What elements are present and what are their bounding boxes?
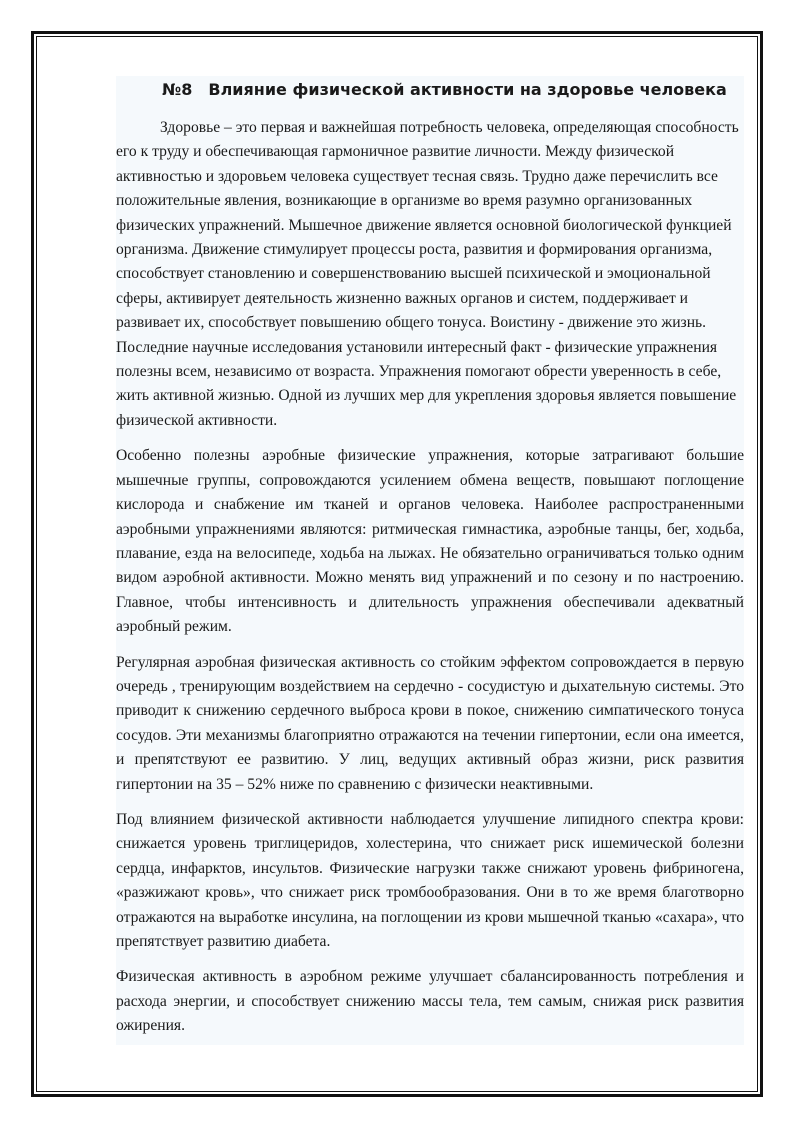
title-number: №8: [162, 80, 193, 99]
document-body: [116, 76, 744, 1045]
paragraph-4: Под влиянием физической активности наблюдается улучшение липидного спектра крови: снижается уровень триглицеридов, холестерина, что снижает риск ишемической болезни сердца, инфарктов, инсультов. Физические нагрузки также снижают уровень фибриногена, «разжижают кровь», что снижает риск тромбообразования. Они в то же время благотворно отражаются на выработке инсулина, на поглощении из крови мышечной тканью «сахара», что препятствует развитию диабета.: [116, 810, 744, 950]
title-text: Влияние физической активности на здоровье человека: [208, 80, 727, 99]
paragraph-1: Здоровье – это первая и важнейшая потребность человека, определяющая способность его к труду и обеспечивающая гармоничное развитие личности. Между физической активностью и здоровьем человека существует тесная связь. Трудно даже перечислить все положительные явления, возникающие в организме во время разумно организованных физических упражнений. Мышечное движение является основной биологической функцией организма. Движение стимулирует процессы роста, развития и формирования организма, способствует становлению и совершенствованию высшей психической и эмоциональной сферы, активирует деятельность жизненно важных органов и систем, поддерживает и развивает их, способствует повышению общего тонуса. Воистину - движение это жизнь. Последние научные исследования установили интересный факт - физические упражнения полезны всем, независимо от возраста. Упражнения помогают обрести уверенность в себе, жить активной жизнью. Одной из лучших мер для укрепления здоровья является повышение физической активности.: [116, 119, 739, 429]
document-title: [116, 80, 744, 100]
paragraph-2: Особенно полезны аэробные физические упражнения, которые затрагивают большие мышечные группы, сопровождаются усилением обмена веществ, повышают поглощение кислорода и снабжение им тканей и органов человека. Наиболее распространенными аэробными упражнениями являются: ритмическая гимнастика, аэробные танцы, бег, ходьба, плавание, езда на велосипеде, ходьба на лыжах. Не обязательно ограничиваться только одним видом аэробной активности. Можно менять вид упражнений и по сезону и по настроению. Главное, чтобы интенсивность и длительность упражнения обеспечивали адекватный аэробный режим.: [116, 447, 744, 636]
paragraph-3: Регулярная аэробная физическая активность со стойким эффектом сопровождается в первую очередь , тренирующим воздействием на сердечно - сосудистую и дыхательную системы. Это приводит к снижению сердечного выброса крови в покое, снижению симпатического тонуса сосудов. Эти механизмы благоприятно отражаются на течении гипертонии, если она имеется, и препятствуют ее развитию. У лиц, ведущих активный образ жизни, риск развития гипертонии на 35 – 52% ниже по сравнению с физически неактивными.: [116, 653, 744, 793]
paragraph-5: Физическая активность в аэробном режиме улучшает сбалансированность потребления и расхода энергии, и способствует снижению массы тела, тем самым, снижая риск развития ожирения.: [116, 968, 744, 1035]
